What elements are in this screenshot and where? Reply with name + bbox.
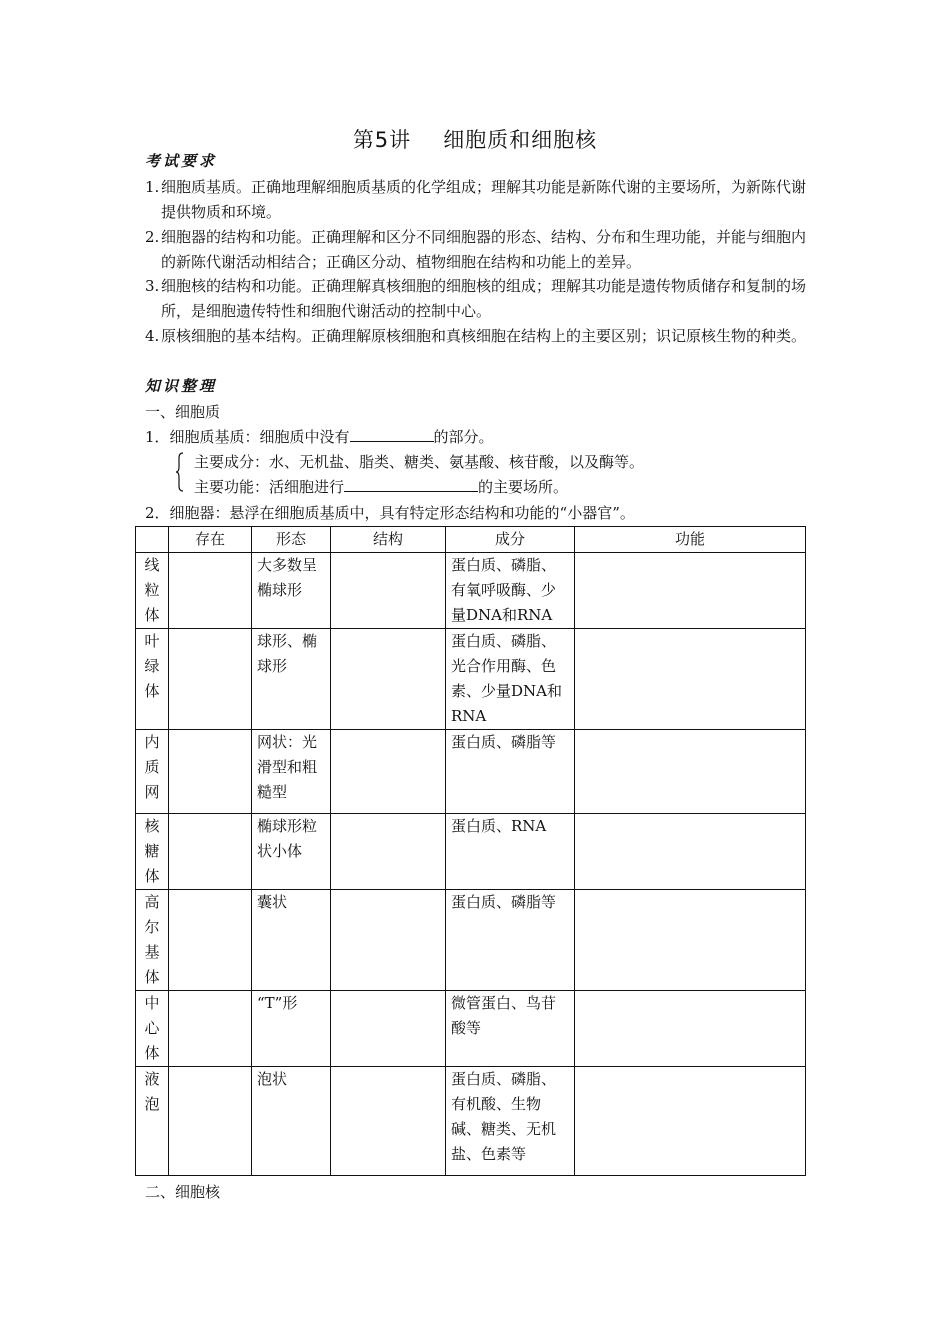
shape-cell: 椭球形粒状小体 [252,814,331,890]
composition-cell: 蛋白质、磷脂、有机酸、生物碱、糖类、无机盐、色素等 [446,1067,575,1176]
table-row [136,890,806,991]
structure-cell[interactable] [331,1067,446,1176]
existence-cell[interactable] [169,553,252,629]
function-cell[interactable] [575,730,806,814]
organelle-name: 中 心 体 [136,991,169,1067]
cytosol-definition: 1．细胞质基质：细胞质中没有 的部分。 [145,425,494,450]
shape-cell: 大多数呈椭球形 [252,553,331,629]
fill-blank-1[interactable] [350,425,434,442]
structure-cell[interactable] [331,553,446,629]
shape-cell: “T”形 [252,991,331,1067]
requirement-item-1: 1. 细胞质基质。正确地理解细胞质基质的化学组成；理解其功能是新陈代谢的主要场所，为新陈代谢提供物质和环境。 [145,178,807,221]
header-existence: 存在 [169,527,252,553]
table-row [136,553,806,629]
existence-cell[interactable] [169,629,252,730]
header-blank [136,527,169,553]
knowledge-heading: 知识整理 [145,377,218,395]
composition-cell: 蛋白质、磷脂等 [446,730,575,814]
table-row [136,730,806,814]
organelle-name: 内 质 网 [136,730,169,814]
organelles-definition: 2．细胞器：悬浮在细胞质基质中，具有特定形态结构和功能的“小器官”。 [145,504,635,522]
structure-cell[interactable] [331,629,446,730]
cytosol-main-components: 主要成分：水、无机盐、脂类、糖类、氨基酸、核苷酸，以及酶等。 [194,453,645,471]
existence-cell[interactable] [169,1067,252,1176]
function-cell[interactable] [575,553,806,629]
organelle-name: 液 泡 [136,1067,169,1176]
exam-requirements-heading: 考试要求 [145,152,218,170]
composition-cell: 蛋白质、磷脂、有氧呼吸酶、少量DNA和RNA [446,553,575,629]
header-shape: 形态 [252,527,331,553]
requirement-item-3: 3. 细胞核的结构和功能。正确理解真核细胞的细胞核的组成；理解其功能是遗传物质储存和复制的场所，是细胞遗传特性和细胞代谢活动的控制中心。 [145,277,807,320]
fill-blank-2[interactable] [344,475,478,492]
organelle-name: 线 粒 体 [136,553,169,629]
organelle-table [135,526,806,1176]
organelle-name: 高 尔 基 体 [136,890,169,991]
function-cell[interactable] [575,1067,806,1176]
composition-cell: 微管蛋白、鸟苷酸等 [446,991,575,1067]
requirement-item-2: 2. 细胞器的结构和功能。正确理解和区分不同细胞器的形态、结构、分布和生理功能，并能与细胞内的新陈代谢活动相结合；正确区分动、植物细胞在结构和功能上的差异。 [145,228,807,271]
shape-cell: 囊状 [252,890,331,991]
section-nucleus-heading: 二、细胞核 [145,1183,221,1201]
header-structure: 结构 [331,527,446,553]
existence-cell[interactable] [169,814,252,890]
existence-cell[interactable] [169,890,252,991]
existence-cell[interactable] [169,991,252,1067]
shape-cell: 网状：光滑型和粗糙型 [252,730,331,814]
function-cell[interactable] [575,890,806,991]
composition-cell: 蛋白质、磷脂等 [446,890,575,991]
table-row [136,991,806,1067]
page-title [0,124,950,154]
organelle-name: 核 糖 体 [136,814,169,890]
table-row [136,1067,806,1176]
function-cell[interactable] [575,991,806,1067]
left-brace-icon [176,452,184,492]
header-composition: 成分 [446,527,575,553]
lecture-topic: 细胞质和细胞核 [443,128,598,152]
composition-cell: 蛋白质、RNA [446,814,575,890]
header-function: 功能 [575,527,806,553]
requirement-item-4: 4. 原核细胞的基本结构。正确理解原核细胞和真核细胞在结构上的主要区别；识记原核生物的种类。 [145,327,807,345]
structure-cell[interactable] [331,890,446,991]
table-row [136,629,806,730]
shape-cell: 球形、椭球形 [252,629,331,730]
structure-cell[interactable] [331,991,446,1067]
structure-cell[interactable] [331,814,446,890]
organelle-name: 叶 绿 体 [136,629,169,730]
function-cell[interactable] [575,629,806,730]
existence-cell[interactable] [169,730,252,814]
cytosol-main-function: 主要功能：活细胞进行 的主要场所。 [194,475,568,500]
shape-cell: 泡状 [252,1067,331,1176]
table-row [136,814,806,890]
function-cell[interactable] [575,814,806,890]
structure-cell[interactable] [331,730,446,814]
lecture-number: 第5讲 [352,128,412,152]
table-header-row [136,527,806,553]
composition-cell: 蛋白质、磷脂、光合作用酶、色素、少量DNA和RNA [446,629,575,730]
section-cytoplasm-heading: 一、细胞质 [145,403,221,421]
